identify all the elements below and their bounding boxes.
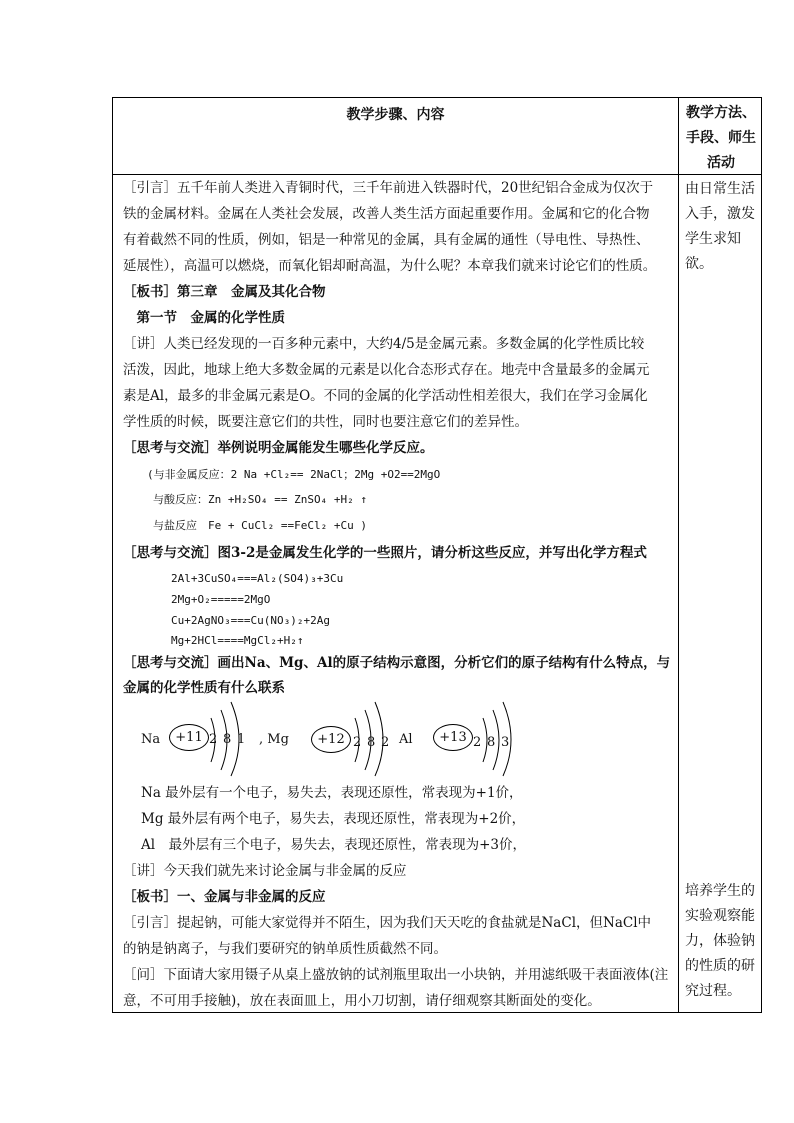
intro-line: ［引言］五千年前人类进入青铜时代，三千年前进入铁器时代，20世纪铝合金成为仅次于	[123, 180, 654, 196]
lecture-line: ［讲］人类已经发现的一百多种元素中，大约4/5是金属元素。多数金属的化学性质比较	[123, 336, 645, 352]
method-note-line: 培养学生的	[685, 883, 755, 899]
method-note-line: 入手，激发	[685, 206, 755, 222]
board-chapter-title: ［板书］第三章 金属及其化合物	[123, 284, 326, 300]
lesson-table	[112, 97, 762, 1013]
na-nucleus: +11	[169, 724, 209, 751]
question-line: 意，不可用手接触)，放在表面皿上，用小刀切割，请仔细观察其断面处的变化。	[123, 993, 601, 1009]
na-shell-3: 1	[237, 732, 246, 747]
discussion-prompt: ［思考与交流］画出Na、Mg、Al的原子结构示意图，分析它们的原子结构有什么特点，与	[123, 655, 671, 671]
al-analysis: Al 最外层有三个电子，易失去，表现还原性，常表现为+3价，	[141, 837, 526, 853]
header-steps-content: 教学步骤、内容	[346, 107, 445, 123]
method-note-line: 学生求知欲。	[685, 231, 741, 272]
reaction-salt: 与盐反应 Fe + CuCl₂ ==FeCl₂ +Cu )	[153, 519, 367, 532]
intro-line: 延展性），高温可以燃烧，而氧化铝却耐高温，为什么呢？本章我们就来讨论它们的性质。	[123, 258, 657, 274]
mg-shell-2: 8	[367, 735, 376, 750]
board-heading: ［板书］一、金属与非金属的反应	[123, 889, 326, 905]
method-note-line: 力，体验钠	[685, 933, 755, 949]
mg-nucleus: +12	[311, 726, 351, 753]
reaction-acid: 与酸反应：Zn +H₂SO₄ == ZnSO₄ +H₂ ↑	[153, 493, 367, 506]
method-note-1	[685, 177, 761, 277]
na-shell-1: 2	[209, 732, 218, 747]
header-methods-line: 活动	[707, 155, 735, 171]
al-nucleus: +13	[433, 724, 473, 751]
na-analysis: Na 最外层有一个电子，易失去，表现还原性，常表现为+1价，	[141, 785, 523, 801]
intro-line: ［引言］提起钠，可能大家觉得并不陌生，因为我们天天吃的食盐就是NaCl，但NaCl中	[123, 915, 652, 931]
al-shell-3: 3	[501, 735, 510, 750]
lecture-line: 素是Al，最多的非金属元素是O。不同的金属的化学活动性相差很大，我们在学习金属化	[123, 388, 648, 404]
na-symbol: Na	[141, 732, 161, 747]
equation: 2Mg+O₂=====2MgO	[171, 593, 271, 606]
equation: Mg+2HCl====MgCl₂+H₂↑	[171, 634, 304, 647]
discussion-prompt: ［思考与交流］图3-2是金属发生化学的一些照片，请分析这些反应，并写出化学方程式	[123, 545, 647, 561]
equation: Cu+2AgNO₃===Cu(NO₃)₂+2Ag	[171, 614, 330, 627]
mg-analysis: Mg 最外层有两个电子，易失去，表现还原性，常表现为+2价，	[141, 811, 526, 827]
mg-shell-3: 2	[381, 735, 390, 750]
question-line: ［问］下面请大家用镊子从桌上盛放钠的试剂瓶里取出一小块钠，并用滤纸吸干表面液体(注	[123, 967, 669, 983]
header-methods	[679, 101, 763, 176]
equation: 2Al+3CuSO₄===Al₂(SO4)₃+3Cu	[171, 572, 344, 585]
mg-shell-1: 2	[353, 735, 362, 750]
lecture-line: ［讲］今天我们就先来讨论金属与非金属的反应	[123, 863, 407, 879]
header-methods-line: 手段、师生	[686, 130, 756, 146]
intro-line: 有着截然不同的性质，例如，铝是一种常见的金属，具有金属的通性（导电性、导热性、	[123, 232, 650, 248]
atomic-structure-diagrams	[113, 698, 673, 780]
method-note-line: 究过程。	[685, 983, 741, 999]
lecture-line: 活泼，因此，地球上绝大多数金属的元素是以化合态形式存在。地壳中含量最多的金属元	[123, 362, 650, 378]
method-note-line: 由日常生活	[685, 181, 755, 197]
discussion-prompt: 金属的化学性质有什么联系	[123, 680, 285, 696]
header-methods-line: 教学方法、	[686, 105, 756, 121]
lecture-line: 学性质的时候，既要注意它们的共性，同时也要注意它们的差异性。	[123, 414, 528, 430]
method-note-line: 的性质的研	[685, 958, 755, 974]
na-shell-2: 8	[223, 732, 232, 747]
al-symbol: Al	[399, 732, 413, 747]
header-divider	[113, 174, 761, 175]
intro-line: 的钠是钠离子，与我们要研究的钠单质性质截然不同。	[123, 941, 447, 957]
mg-symbol: , Mg	[259, 732, 289, 747]
section-title: 第一节 金属的化学性质	[123, 310, 285, 326]
method-note-2	[685, 879, 761, 1004]
al-shell-1: 2	[473, 735, 482, 750]
reaction-nonmetal: (与非金属反应：2 Na +Cl₂== 2NaCl；2Mg +O2==2MgO	[147, 468, 441, 481]
column-divider	[678, 98, 679, 1012]
discussion-prompt: ［思考与交流］举例说明金属能发生哪些化学反应。	[123, 440, 434, 456]
method-note-line: 实验观察能	[685, 908, 755, 924]
intro-line: 铁的金属材料。金属在人类社会发展，改善人类生活方面起重要作用。金属和它的化合物	[123, 206, 650, 222]
al-shell-2: 8	[487, 735, 496, 750]
